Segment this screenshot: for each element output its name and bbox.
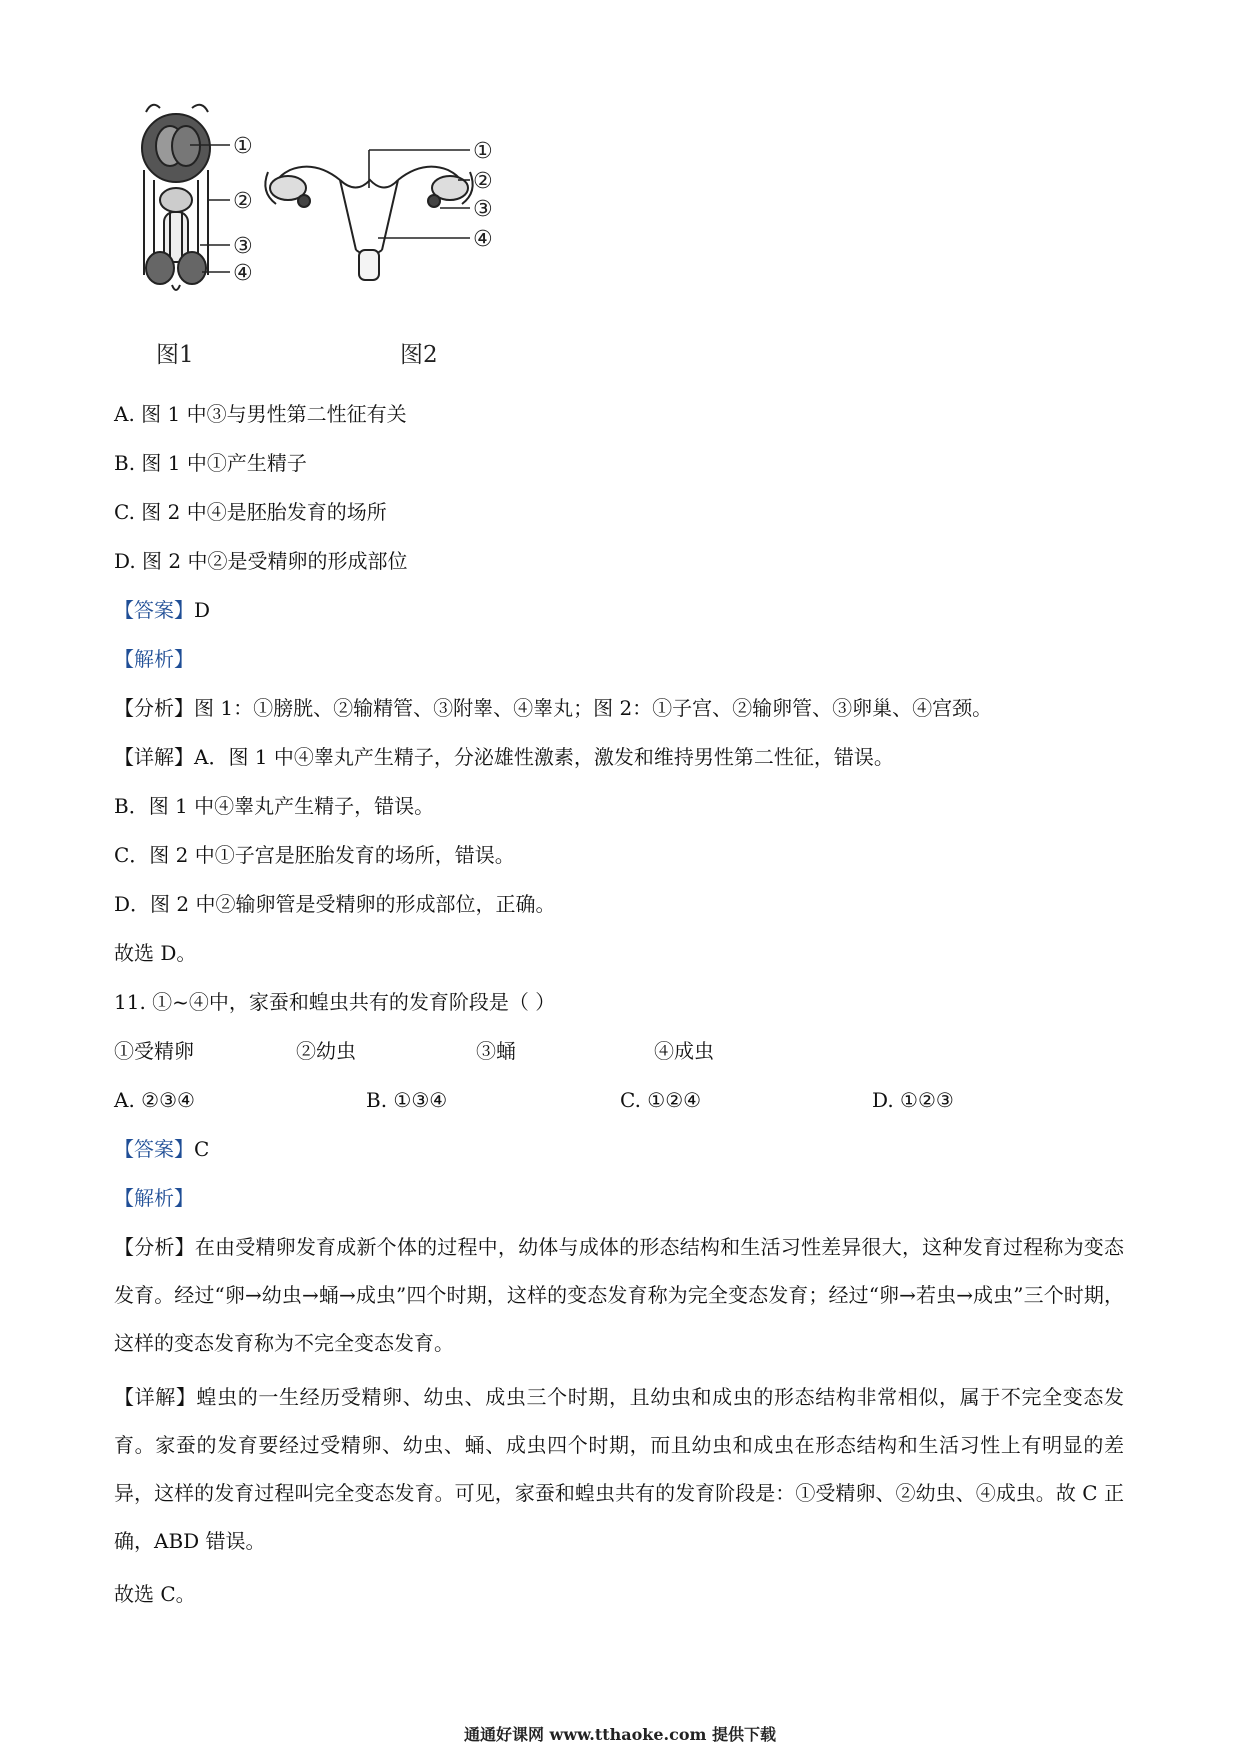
fig2-label-1: ①: [473, 139, 493, 164]
q11-jiexi: [114, 1184, 194, 1212]
reproductive-system-figure: [140, 100, 600, 380]
fig2-label-4: ④: [473, 227, 493, 252]
fenxi-tag: 【分析】: [114, 696, 194, 720]
q11-answer: [114, 1135, 209, 1163]
answer-value: C: [194, 1137, 210, 1161]
xiangjie-line-a: A．图 1 中④睾丸产生精子，分泌雄性激素，激发和维持男性第二性征，错误。: [194, 745, 894, 769]
jiexi-tag: 【解析】: [114, 1186, 194, 1210]
xiangjie-tag: 【详解】: [114, 1385, 197, 1409]
fenxi-tag: 【分析】: [114, 1235, 195, 1259]
q11-stem: 11. ①~④中，家蚕和蝗虫共有的发育阶段是（ ）: [114, 990, 556, 1014]
q11-item-2: ②幼虫: [296, 1039, 356, 1063]
q10-answer: [114, 596, 210, 624]
q10-xiangjie-d: D．图 2 中②输卵管是受精卵的形成部位，正确。: [114, 892, 556, 916]
fenxi-text: 在由受精卵发育成新个体的过程中，幼体与成体的形态结构和生活习性差异很大，这种发育过程称为变态发育。经过“卵→幼虫→蛹→成虫”四个时期，这样的变态发育称为完全变态发育；经过“卵→若虫→成虫”三个时期，这样的变态发育称为不完全变态发育。: [114, 1235, 1125, 1355]
q10-xiangjie-c: C．图 2 中①子宫是胚胎发育的场所，错误。: [114, 843, 515, 867]
fig1-label-4: ④: [233, 261, 253, 286]
page-footer: 通通好课网 www.tthaoke.com 提供下载: [463, 1725, 777, 1744]
q11-option-c: C. ①②④: [620, 1088, 702, 1112]
fig1-caption: 图1: [156, 342, 194, 368]
q10-xiangjie-b: B．图 1 中④睾丸产生精子，错误。: [114, 794, 435, 818]
jiexi-tag: 【解析】: [114, 647, 194, 671]
q11-option-b: B. ①③④: [366, 1088, 448, 1112]
q11-option-a: A. ②③④: [114, 1088, 195, 1112]
answer-value: D: [194, 598, 211, 622]
q11-xiangjie: [114, 1373, 1124, 1565]
q11-fenxi: [114, 1223, 1124, 1367]
fig2-label-3: ③: [473, 197, 493, 222]
fig1-label-1: ①: [233, 134, 253, 159]
q11-item-3: ③蛹: [476, 1039, 516, 1063]
xiangjie-text: 蝗虫的一生经历受精卵、幼虫、成虫三个时期，且幼虫和成虫的形态结构非常相似，属于不完全变态发育。家蚕的发育要经过受精卵、幼虫、蛹、成虫四个时期，而且幼虫和成虫在形态结构和生活习性上有明显的差异，这样的发育过程叫完全变态发育。可见，家蚕和蝗虫共有的发育阶段是：①受精卵、②幼虫、④成虫。故 C 正确，ABD 错误。: [114, 1385, 1124, 1553]
q11-option-d: D. ①②③: [872, 1088, 954, 1112]
fenxi-text: 图 1：①膀胱、②输精管、③附睾、④睾丸；图 2：①子宫、②输卵管、③卵巢、④宫颈。: [194, 696, 993, 720]
q11-item-4: ④成虫: [654, 1039, 714, 1063]
q10-option-a: A. 图 1 中③与男性第二性征有关: [114, 402, 407, 426]
q10-option-d: D. 图 2 中②是受精卵的形成部位: [114, 549, 408, 573]
fig2-label-2: ②: [473, 169, 493, 194]
q10-xiangjie-a: [114, 743, 894, 771]
answer-tag: 【答案】: [114, 1137, 194, 1161]
male-reproductive-diagram: [142, 105, 210, 290]
q10-option-b: B. 图 1 中①产生精子: [114, 451, 307, 475]
xiangjie-tag: 【详解】: [114, 745, 194, 769]
fig2-caption: 图2: [400, 342, 438, 368]
fig1-label-2: ②: [233, 189, 253, 214]
figure-diagrams: [140, 100, 600, 320]
q11-conclusion: 故选 C。: [114, 1582, 196, 1606]
fig1-label-3: ③: [233, 234, 253, 259]
q10-jiexi: [114, 645, 194, 673]
q10-option-c: C. 图 2 中④是胚胎发育的场所: [114, 500, 387, 524]
q10-fenxi: [114, 694, 992, 722]
q10-conclusion: 故选 D。: [114, 941, 197, 965]
answer-tag: 【答案】: [114, 598, 194, 622]
q11-item-1: ①受精卵: [114, 1039, 194, 1063]
